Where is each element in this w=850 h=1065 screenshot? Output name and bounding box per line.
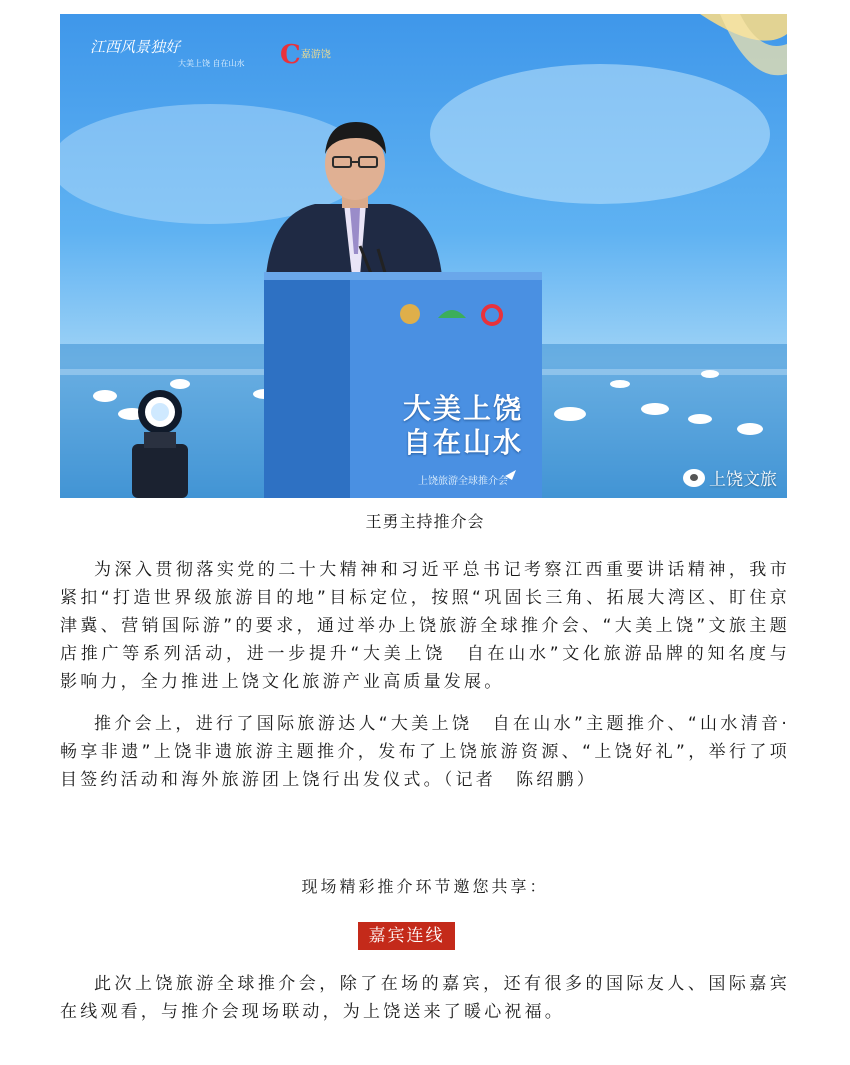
jiangxi-logo: 江西风景独好 [90,38,181,56]
photo-caption: 王勇主持推介会 [365,512,485,531]
speaker-photo [60,14,787,498]
section-intro: 现场精彩推介环节邀您共享： [301,877,549,896]
weibo-icon [683,469,705,487]
podium-subtitle: 上饶旅游全球推介会 [418,476,508,487]
article-paragraph: 为深入贯彻落实党的二十大精神和习近平总书记考察江西重要讲话精神，我市紧扣“打造世界级旅游目的地”目标定位，按照“巩固长三角、拓展大湾区、盯住京津冀、营销国际游”的要求，通过举办上饶旅游全球推介会、“大美上饶”文旅主题店推广等系列活动，进一步提升“大美上饶 自在山水”文化旅游品牌的知名度与影响力，全力推进上饶文化旅游产业高质量发展。 [60,560,790,692]
article-paragraph: 推介会上，进行了国际旅游达人“大美上饶 自在山水”主题推介、“山水清音·畅享非遗”上饶非遗旅游主题推介，发布了上饶旅游资源、“上饶好礼”，举行了项目签约活动和海外旅游团上饶行出发仪式。（记者 陈绍鹏） [60,714,790,790]
shangrao-logo: 大美上饶 自在山水 [178,59,245,68]
podium-title: 大美上饶 自在山水 [402,392,523,459]
jiayourao-logo: C嘉游饶 [280,40,331,70]
weibo-watermark: 上饶文旅 [683,465,777,490]
article-paragraph: 此次上饶旅游全球推介会，除了在场的嘉宾，还有很多的国际友人、国际嘉宾在线观看，与推介会现场联动，为上饶送来了暖心祝福。 [60,974,790,1022]
section-badge: 嘉宾连线 [358,922,455,950]
